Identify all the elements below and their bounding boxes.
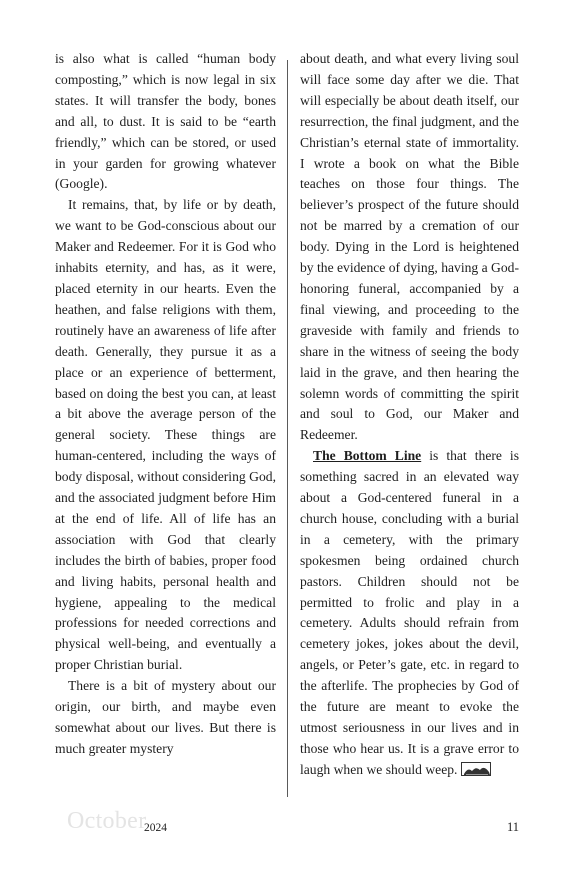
left-paragraph-2: It remains, that, by life or by death, we want to be God-conscious about our Maker and Redeemer. For it is God who inhabits eternity, and has, as it were, placed eternity in our hearts. Even the heathen, and false religions with them, routinely have an awareness of life after death. Generally, they pursue it as a place or an experience of betterment, based on doing the best you can, at least a bit above the average person of the general society. These things are human-centered, including the ways of body disposal, without considering God, and the associated judgment before Him at the end of life. All of life has an association with God that clearly includes the birth of babies, proper food and living habits, personal health and hygiene, appealing to the medical professions for needed corrections and physical well-being, and eventually a proper Christian burial.: [55, 197, 276, 673]
right-column: [300, 49, 519, 781]
right-paragraph-1: about death, and what every living soul will face some day after we die. That will especially be about death itself, our resurrection, the final judgment, and the Christian’s eternal state of immortality. I wrote a book on what the Bible teaches on those four things. The believer’s prospect of the future should not be marred by a cremation of our body. Dying in the Lord is heightened by the evidence of dying, having a God-honoring funeral, accompanied by a final viewing, and proceeding to the graveside with family and friends to share in the witness of seeing the body laid in the grave, and then hearing the solemn words of committing the spirit and soul to God, our Maker and Redeemer.: [300, 51, 519, 443]
left-paragraph-1: is also what is called “human body composting,” which is now legal in six states. It will transfer the body, bones and all, to dust. It is said to be “earth friendly,” which can be stored, or used in your garden for growing whatever (Google).: [55, 51, 276, 192]
left-column: [55, 49, 276, 760]
left-paragraph-3: There is a bit of mystery about our origin, our birth, and maybe even somewhat about our lives. But there is much greater mystery: [55, 678, 276, 756]
page-number: 11: [507, 820, 520, 834]
bottom-line-heading: The Bottom Line: [313, 448, 422, 464]
bottom-line-text: is that there is something sacred in an elevated way about a God-centered funeral in a church house, concluding with a burial in a cemetery, with the primary spokesmen being ordained church pastors. Children should not be permitted to frolic and play in a cemetery. Adults should refrain from cemetery jokes, jokes about the devil, angels, or Peter’s gate, etc. in regard to the afterlife. The prophecies by God of the future are meant to evoke the utmost seriousness in our lives and in those who hear us. It is a grave error to laugh when we should weep.: [300, 448, 520, 777]
column-divider: [287, 60, 288, 797]
end-of-article-logo-icon: [461, 762, 491, 776]
footer-year: 2024: [144, 822, 167, 834]
right-paragraph-2: [300, 446, 519, 781]
footer-month: October: [67, 808, 147, 834]
